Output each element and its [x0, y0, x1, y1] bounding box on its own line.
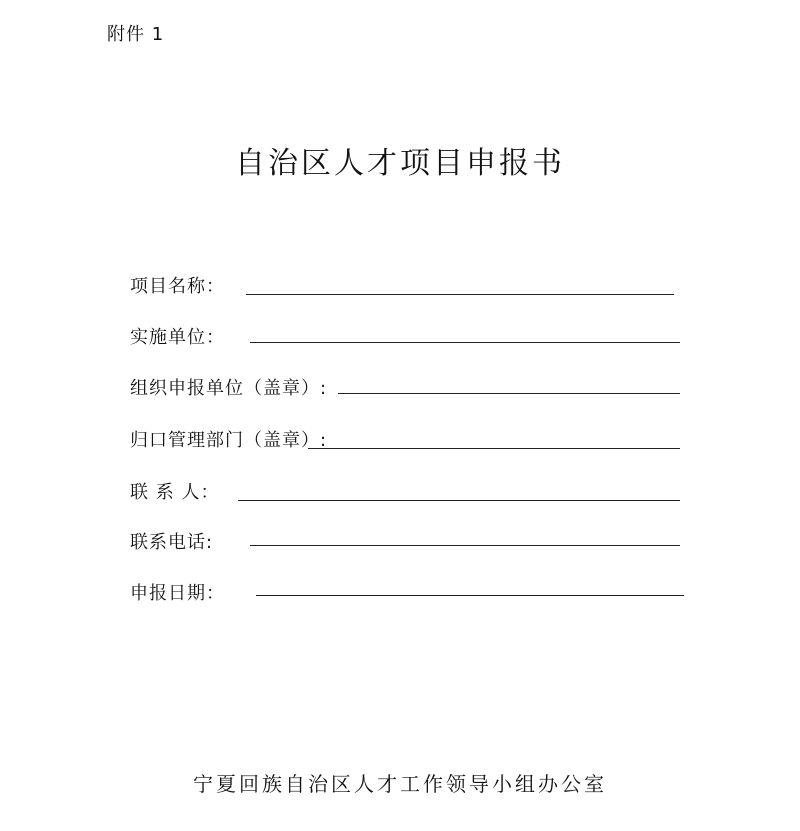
field-label: 申报日期： — [130, 583, 225, 604]
implementing-unit-input-line[interactable] — [250, 342, 680, 343]
field-label: 联系电话: — [130, 532, 214, 553]
application-date-input-line[interactable] — [256, 595, 684, 596]
field-label: 组织申报单位（盖章）: — [130, 378, 328, 399]
field-label: 归口管理部门（盖章）: — [130, 430, 328, 451]
field-label: 实施单位： — [130, 327, 225, 348]
applying-organization-input-line[interactable] — [338, 393, 680, 394]
project-name-input-line[interactable] — [246, 294, 674, 295]
contact-person-input-line[interactable] — [238, 500, 680, 501]
document-title: 自治区人才项目申报书 — [235, 146, 565, 181]
issuing-office: 宁夏回族自治区人才工作领导小组办公室 — [193, 772, 607, 796]
field-label: 项目名称： — [130, 276, 225, 297]
supervising-department-input-line[interactable] — [308, 448, 680, 449]
attachment-label: 附件 1 — [107, 24, 165, 45]
contact-phone-input-line[interactable] — [250, 545, 680, 546]
field-label: 联 系 人： — [130, 482, 220, 503]
